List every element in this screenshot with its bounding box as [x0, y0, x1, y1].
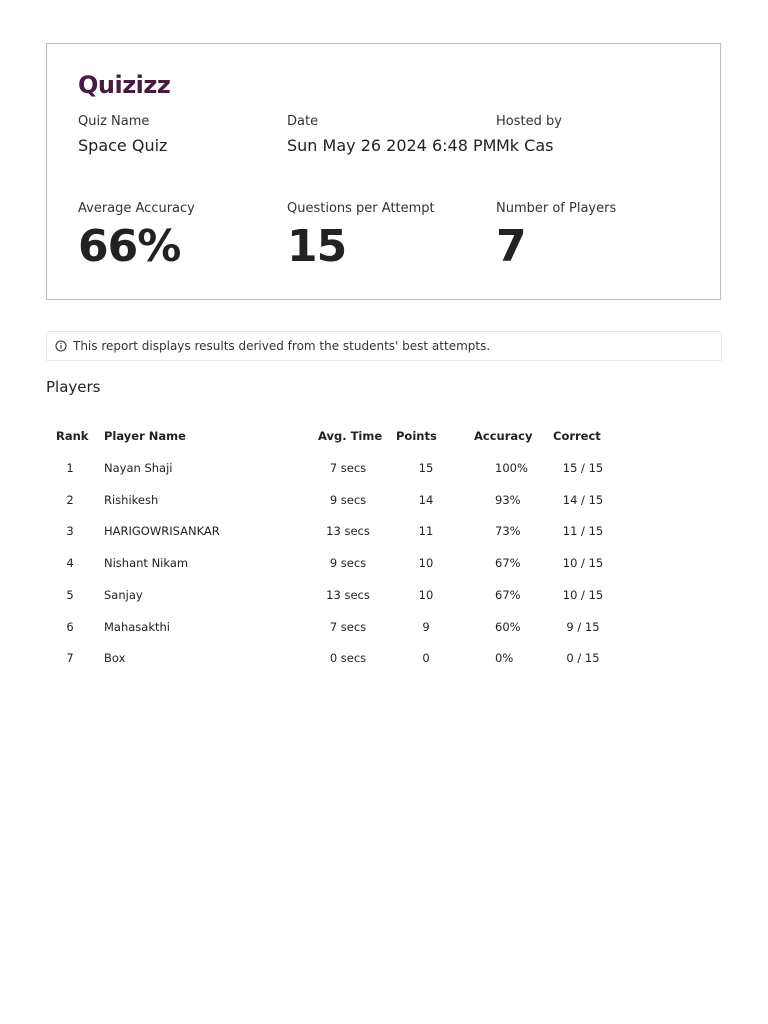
rank-cell: 2: [66, 492, 74, 507]
column-header-points: Points: [396, 429, 437, 443]
rank-cell: 6: [66, 619, 74, 634]
points-cell: 10: [418, 556, 434, 571]
info-circle-icon: [55, 340, 67, 352]
player-name-cell: Nayan Shaji: [104, 461, 173, 475]
date-label: Date: [287, 114, 319, 129]
player-name-cell: Rishikesh: [104, 492, 159, 507]
avg-time-cell: 9 secs: [329, 556, 367, 571]
accuracy-cell: 100%: [495, 461, 528, 475]
player-name-cell: HARIGOWRISANKAR: [104, 524, 220, 539]
column-header-accuracy: Accuracy: [474, 429, 533, 443]
player-name-cell: Nishant Nikam: [104, 556, 189, 571]
quiz-name-value: Space Quiz: [78, 136, 168, 155]
correct-cell: 14 / 15: [562, 492, 604, 507]
correct-cell: 11 / 15: [562, 524, 604, 539]
hosted-by-field: [496, 113, 562, 157]
player-name-cell: Box: [104, 651, 126, 666]
average-accuracy-stat: [78, 200, 195, 273]
accuracy-cell: 67%: [495, 587, 521, 602]
column-header-rank: Rank: [56, 429, 89, 443]
correct-cell: 9 / 15: [566, 619, 600, 634]
avg-time-cell: 7 secs: [329, 461, 367, 475]
questions-per-attempt-value: 15: [287, 221, 347, 272]
player-name-cell: Mahasakthi: [104, 619, 170, 634]
avg-time-cell: 0 secs: [329, 651, 367, 666]
points-cell: 9: [422, 619, 430, 634]
hosted-by-label: Hosted by: [496, 114, 562, 129]
hosted-by-value: Mk Cas: [496, 136, 554, 155]
avg-time-cell: 7 secs: [329, 619, 367, 634]
number-of-players-stat: [496, 200, 616, 273]
points-cell: 14: [418, 492, 434, 507]
accuracy-cell: 60%: [495, 619, 521, 634]
accuracy-cell: 67%: [495, 556, 521, 571]
notice-text: This report displays results derived from the students' best attempts.: [73, 339, 491, 353]
column-header-avg-time: Avg. Time: [318, 429, 383, 443]
correct-cell: 0 / 15: [566, 651, 600, 666]
correct-cell: 10 / 15: [562, 556, 604, 571]
average-accuracy-value: 66%: [78, 221, 181, 272]
date-field: [287, 113, 496, 157]
rank-cell: 1: [66, 461, 74, 475]
points-cell: 15: [418, 461, 434, 475]
quiz-name-label: Quiz Name: [78, 114, 150, 129]
accuracy-cell: 0%: [495, 651, 514, 666]
date-value: Sun May 26 2024 6:48 PM: [287, 136, 497, 155]
avg-time-cell: 13 secs: [326, 587, 370, 602]
best-attempts-notice: [46, 331, 722, 361]
points-cell: 10: [418, 587, 434, 602]
player-name-cell: Sanjay: [104, 587, 143, 602]
column-header-correct: Correct: [553, 429, 601, 443]
quiz-name-field: [78, 113, 167, 157]
column-header-player-name: Player Name: [104, 429, 186, 443]
quiz-summary-card: [46, 43, 721, 300]
accuracy-cell: 73%: [495, 524, 521, 539]
avg-time-cell: 9 secs: [329, 492, 367, 507]
questions-per-attempt-stat: [287, 200, 435, 273]
average-accuracy-label: Average Accuracy: [78, 201, 195, 216]
correct-cell: 15 / 15: [562, 461, 604, 475]
points-cell: 11: [418, 524, 434, 539]
quizizz-logo: Quizizz: [78, 71, 171, 99]
rank-cell: 3: [66, 524, 74, 539]
accuracy-cell: 93%: [495, 492, 521, 507]
rank-cell: 5: [66, 587, 74, 602]
number-of-players-value: 7: [496, 221, 526, 272]
number-of-players-label: Number of Players: [496, 201, 617, 216]
players-section-title: Players: [46, 378, 101, 396]
rank-cell: 4: [66, 556, 74, 571]
questions-per-attempt-label: Questions per Attempt: [287, 201, 435, 216]
points-cell: 0: [422, 651, 430, 666]
avg-time-cell: 13 secs: [326, 524, 370, 539]
rank-cell: 7: [66, 651, 74, 666]
correct-cell: 10 / 15: [562, 587, 604, 602]
